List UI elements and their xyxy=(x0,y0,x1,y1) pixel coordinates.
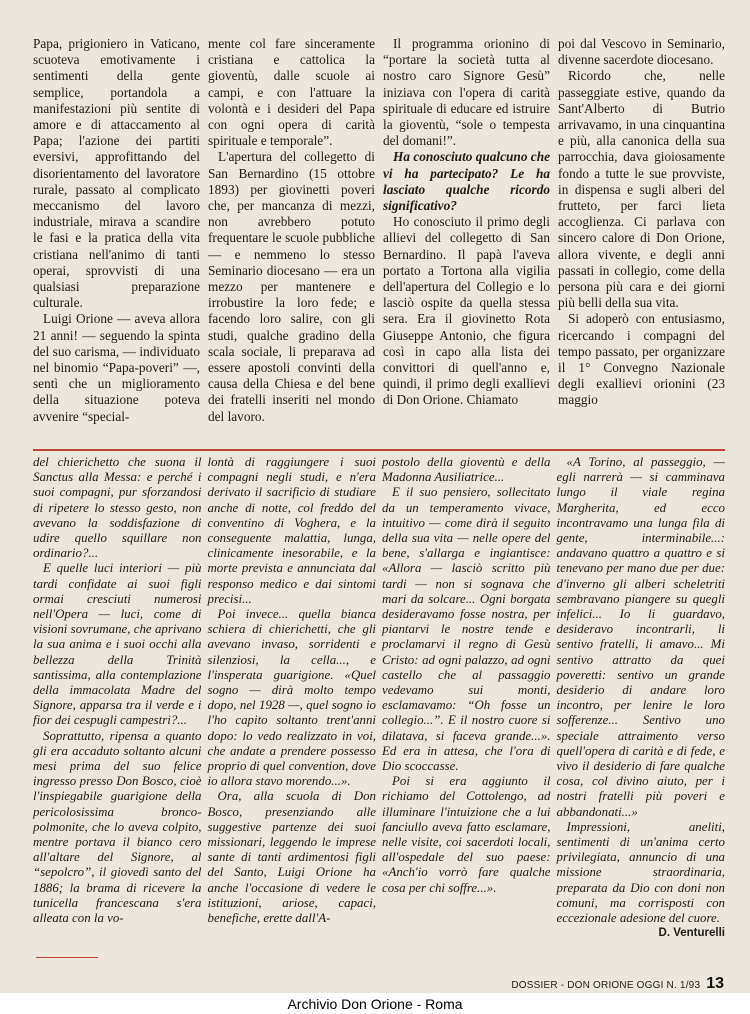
paragraph: postolo della gioventù e della Madonna Ausiliatrice... xyxy=(382,455,551,485)
paragraph: Impressioni, aneliti, sentimenti di un'anima certo privilegiata, annuncio di una missione straordinaria, preparata da Dio con doni non comuni, ma corrisposti con eccezionale adesione del cuore. xyxy=(556,819,725,926)
archive-caption: Archivio Don Orione - Roma xyxy=(0,993,750,1014)
paragraph: lontà di raggiungere i suoi compagni negli studi, e n'era derivato il sacrificio di studiare anche di notte, col freddo del conventino di Voghera, e la conseguente malattia, lunga, clinicamente inesorabile, e la morte prevista e annunciata dal responso medico e dai sintomi precisi... xyxy=(207,455,376,606)
footer-label: DOSSIER - DON ORIONE OGGI N. 1/93 xyxy=(511,980,701,991)
paragraph: Papa, prigioniero in Vaticano, scuoteva emotivamente i sentimenti della gente semplice, portandola a manifestazioni più sentite di amore e di attaccamento al Papa; l'azione dei partiti eversivi, approfittando del disorientamento del lavoratore rurale, passato al complicato meccanismo del lavoro industriale, mirava a scandire le fasi e la pratica della vita cristiana nell'animo di tanti operai, sprovvisti di una qualsiasi preparazione culturale. xyxy=(33,36,200,311)
footer-red-mark xyxy=(36,957,98,958)
upper-column-3 xyxy=(383,36,550,442)
paragraph: Ora, alla scuola di Don Bosco, presenziando alle suggestive partenze dei suoi missionari, leggendo le imprese sante di tanti ardimentosi figli del Santo, Luigi Orione ha anche l'occasione di vedere le istituzioni, ariose, capaci, benefiche, erette dall'A- xyxy=(207,789,376,926)
upper-column-4 xyxy=(558,36,725,442)
paragraph: L'apertura del collegetto di San Bernardino (15 ottobre 1893) per giovinetti poveri che, per mancanza di mezzi, non avrebbero potuto frequentare le scuole pubbliche — e nemmeno lo stesso Seminario diocesano — era un mezzo per mantenere e irrobustire la loro fede; e facendo loro salire, con gli studi, qualche gradino della scala sociale, li preparava ad essere apostoli convinti della causa della Chiesa e del bene dei fratelli inseriti nel mondo del lavoro. xyxy=(208,149,375,424)
upper-column-1 xyxy=(33,36,200,442)
paragraph: E il suo pensiero, sollecitato da un temperamento vivace, intuitivo — come dirà il seguito della sua vita — nelle opere del bene, s'allarga e ingiantisce: «Allora — lasciò scritto più tardi — non si sognava che mari da solcare... Ogni borgata desideravamo fosse nostra, per piantarvi le nostre tende e proclamarvi il regno di Gesù Cristo: ad ogni palazzo, ad ogni castello che al passaggio vedevamo sui monti, esclamavamo: “Oh fosse un collegio...”. E il nostro cuore si dilatava, si faceva grande...». Ed era in attesa, che l'ora di Dio scoccasse. xyxy=(382,485,551,774)
lower-column-2 xyxy=(208,455,377,952)
paragraph: Il programma orionino di “portare la società tutta al nostro caro Signore Gesù” iniziava con l'opera di carità spirituale di educare ed istruire la gioventù, “sole o tempesta del domani!”. xyxy=(383,36,550,149)
paragraph: «A Torino, al passeggio, — egli narrerà — si camminava lungo il viale regina Margherita, ed ecco incontravamo una lunga fila di gente, interminabile...: andavano quattro a quattro e si tenevano per mano due per due: d'inverno gli alberi scheletriti sembravano piangere su quegli infelici... Io li guardavo, desideravo incontrarli, li sentivo fratelli, li amavo... Mi sentivo attratto da quei poveretti: sentivo un grande desiderio di andare loro incontro, per lenire le loro sofferenze... Sentivo uno speciale attraimento verso quell'opera di carità e di fede, e vivo il desiderio di fare qualche cosa, col divino aiuto, per i nostri fratelli più poveri e abbandonati...» xyxy=(556,455,725,819)
lower-column-3 xyxy=(382,455,551,952)
upper-text-columns xyxy=(33,36,725,442)
paragraph: Poi si era aggiunto il richiamo del Cottolengo, ad illuminare l'intuizione che a lui fanciullo aveva fatto esclamare, nelle visite, coi sacerdoti locali, all'ospedale del suo paese: «Anch'io vorrò fare qualche cosa per chi soffre...». xyxy=(382,774,551,895)
paragraph: Luigi Orione — aveva allora 21 anni! — seguendo la spinta del suo carisma, — individuato nel binomio “Papa-poveri” —, sentì che un miglioramento della situazione poteva avvenire “special- xyxy=(33,311,200,424)
paragraph: Poi invece... quella bianca schiera di chierichetti, che gli avevano invaso, sorridenti e silenziosi, la cella..., e l'insperata guarigione. «Quel sogno — dirà molto tempo dopo, nel 1928 —, quel sogno io l'ho capito soltanto trent'anni dopo: lo vedo realizzato in voi, che andate a prendere possesso proprio di quel convention, dove io allora stavo morendo...». xyxy=(207,607,376,789)
author-signature: D. Venturelli xyxy=(658,927,725,940)
paragraph: Ricordo che, nelle passeggiate estive, quando da Sant'Alberto di Butrio arrivavamo, in una cinquantina e più, alla canonica della sua parrocchia, dava gioiosamente fondo a tutte le sue provviste, in dispensa e sugli alberi del frutteto, per farci lieta accoglienza. Ci parlava con sincero calore di Don Orione, allora vivente, e degli anni passati in collegio, come della persona più cara e dei giorni più belli della sua vita. xyxy=(558,68,725,311)
page-footer xyxy=(511,975,724,993)
page-number: 13 xyxy=(706,975,724,992)
upper-column-2 xyxy=(208,36,375,442)
paragraph: Si adoperò con entusiasmo, ricercando i compagni del tempo passato, per organizzare il 1° Convegno Nazionale degli exallievi orionini (23 maggio xyxy=(558,311,725,408)
lower-column-4 xyxy=(557,455,726,952)
interview-question: Ha conosciuto qualcuno che vi ha partecipato? Le ha lasciato qualche ricordo significativo? xyxy=(383,149,550,214)
paragraph: Ho conosciuto il primo degli allievi del collegetto di San Bernardino. Il papà l'aveva portato a Tortona alla vigilia dell'apertura del Collegio e lo lasciò ospite da quella stessa sera. Era il giovinetto Rota Giuseppe Antonio, che figura così in capo alla lista dei convittori di quell'anno e, quindi, il primo degli exallievi di Don Orione. Chiamato xyxy=(383,214,550,408)
paragraph: Soprattutto, ripensa a quanto gli era accaduto soltanto alcuni mesi prima del suo felice ingresso presso Don Bosco, cioè l'inspiegabile guarigione della pericolosissima bronco-polmonite, che lo aveva colpito, mentre portava il bianco cero all'altare del Signore, al “sepolcro”, il giovedì santo del 1886; la brama di ricevere la tunicella francescana s'era alleata con la vo- xyxy=(33,728,202,926)
paragraph: poi dal Vescovo in Seminario, divenne sacerdote diocesano. xyxy=(558,36,725,68)
paragraph: mente col fare sinceramente cristiana e cattolica la gioventù, dalle scuole ai campi, e con l'attuare la volontà e i desideri del Papa con ogni opera di carità spirituale e temporale”. xyxy=(208,36,375,149)
lower-column-1 xyxy=(33,455,202,952)
paragraph: E quelle luci interiori — più tardi confidate ai suoi figli ormai cresciuti numerosi nell'Opera — luci, come di visioni sovrumane, che aprivano la sua anima e i suoi occhi alla bellezza della Trinità santissima, alla contemplazione della immacolata Madre del Signore, apparsa tra il verde e i fior dei cespugli campestri?... xyxy=(33,561,202,728)
paragraph: del chierichetto che suona il Sanctus alla Messa: e perché i suoi compagni, pur sforzandosi di ripetere lo stesso gesto, non avevano la soddisfazione di udire quello squillare non ordinario?... xyxy=(33,455,202,561)
lower-text-columns xyxy=(33,455,725,952)
section-divider xyxy=(33,449,725,451)
